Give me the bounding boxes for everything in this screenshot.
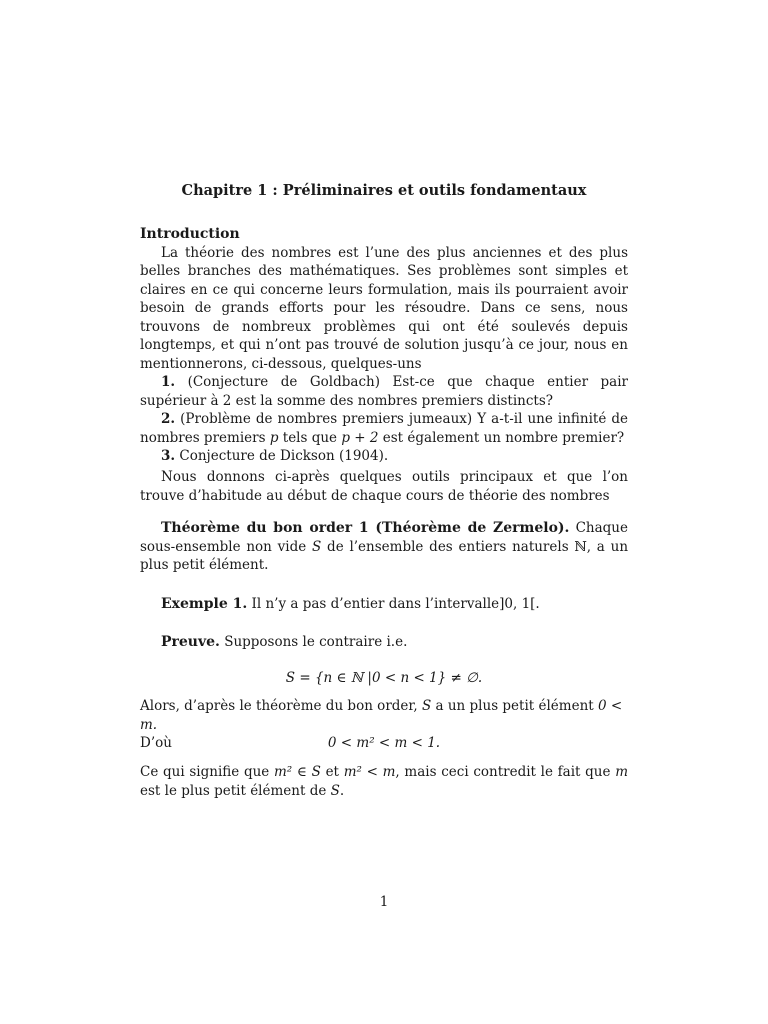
problem-text: (Problème de nombres premiers jumeaux) Y a-t-il une infinité de nombres premiers: [140, 411, 629, 446]
problem-item-2: [140, 410, 628, 447]
theorem-section: [140, 519, 628, 575]
math-expr: m² < m: [343, 764, 396, 780]
example-text: Il n’y a pas d’entier dans l’intervalle: [251, 596, 500, 612]
conclusion-paragraph: [140, 763, 628, 800]
math-equation: S = {n ∈ ℕ |0 < n < 1} ≠ ∅.: [285, 670, 483, 686]
math-expr: m² ∈ S: [274, 764, 321, 780]
chapter-title: Chapitre 1 : Préliminaires et outils fondamentaux: [181, 182, 587, 199]
problem-text: Conjecture de Dickson (1904).: [179, 448, 389, 464]
proof-text: .: [339, 782, 345, 799]
theorem-text: de l’ensemble des entiers naturels: [327, 538, 569, 555]
proof-text: est le plus petit élément de: [140, 782, 327, 799]
math-interval: ]0, 1[.: [499, 596, 540, 612]
theorem-text: , a un plus petit élément.: [140, 538, 629, 573]
math-var: S: [312, 538, 322, 555]
math-var: S: [421, 698, 432, 714]
math-var: m: [615, 764, 628, 780]
math-set: ℕ: [574, 538, 587, 555]
proof-text: et: [325, 764, 339, 780]
introduction-heading: Introduction: [140, 226, 240, 242]
theorem-text: Chaque sous-ensemble non vide: [140, 520, 628, 555]
math-var: p: [269, 429, 279, 446]
proof-text: , mais ceci contredit le fait que: [395, 764, 611, 780]
theorem-paragraph: [140, 519, 628, 575]
proof-line: D’où: [140, 735, 172, 751]
proof-text: Ce qui signifie que: [140, 764, 270, 780]
proof-section: [140, 633, 628, 652]
tools-paragraph: Nous donnons ci-après quelques outils principaux et que l’on trouve d’habitude au début de chaque cours de théorie des nombres: [140, 469, 628, 504]
problem-number: 1.: [161, 374, 176, 390]
problem-item-1: [140, 373, 628, 410]
math-equation: 0 < m² < m < 1.: [327, 735, 441, 751]
proof-line: [140, 697, 628, 734]
example-label: Exemple 1.: [161, 596, 248, 612]
problem-text: tels que: [282, 429, 338, 446]
math-expr: p + 2: [341, 429, 379, 446]
proof-text: a un plus petit élément: [435, 698, 594, 714]
equation-1: [140, 669, 628, 688]
proof-label: Preuve.: [161, 634, 220, 650]
problem-text: (Conjecture de Goldbach) Est-ce que chaque entier pair supérieur à 2 est la somme des nombres premiers distincts?: [140, 374, 628, 409]
equation-2: [140, 734, 628, 753]
math-var: S: [330, 782, 340, 799]
proof-intro: [140, 633, 628, 652]
example-section: [140, 595, 628, 614]
tools-section: [140, 468, 628, 505]
math-expr: 0 < m.: [140, 698, 623, 733]
introduction-paragraph: La théorie des nombres est l’une des plus anciennes et des plus belles branches des mathématiques. Ses problèmes sont simples et claires en ce qui concerne leurs formulation, mais ils pourraient avoir besoin de grands efforts pour les résoudre. Dans ce sens, nous trouvons de nombreux problèmes qui ont été soulevés depuis longtemps, et qui n’ont pas trouvé de solution jusqu’à ce jour, nous en mentionnerons, ci-dessous, quelques-uns: [140, 244, 628, 372]
example-paragraph: [140, 595, 628, 614]
introduction-section: [140, 225, 628, 466]
proof-conclusion: [140, 763, 628, 800]
page-number: 1: [379, 894, 389, 910]
problem-item-3: [140, 447, 628, 466]
theorem-title: Théorème du bon order 1 (Théorème de Zermelo).: [161, 520, 570, 536]
problem-number: 3.: [161, 448, 176, 464]
problem-number: 2.: [161, 411, 176, 427]
problem-text: est également un nombre premier?: [382, 429, 625, 446]
proof-text: Supposons le contraire i.e.: [224, 634, 408, 650]
proof-text: Alors, d’après le théorème du bon order,: [140, 698, 418, 714]
